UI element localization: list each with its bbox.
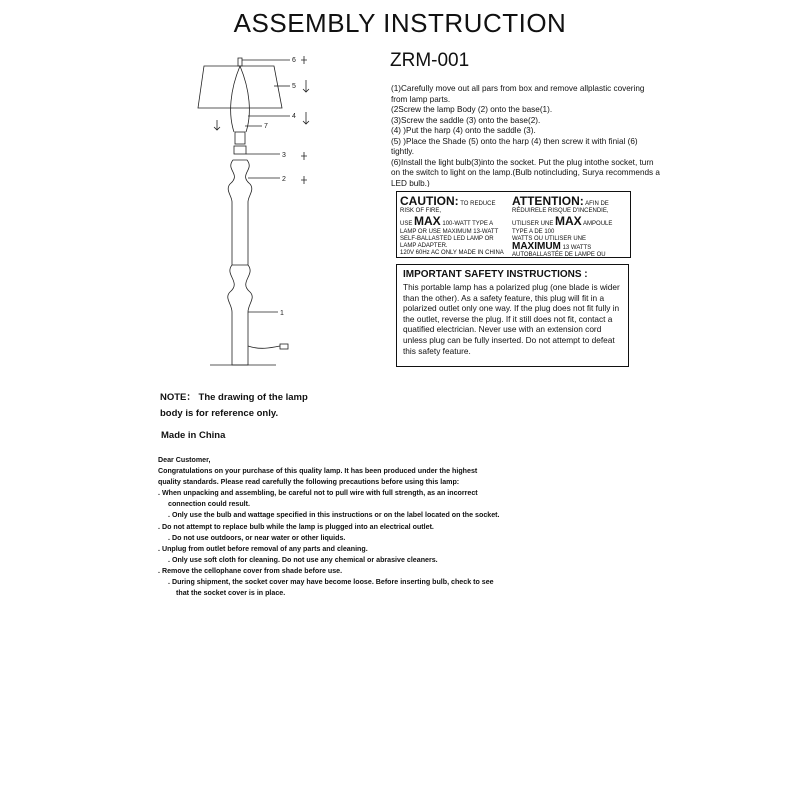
step-item: (2Screw the lamp Body (2) onto the base(1). <box>391 105 553 114</box>
safety-instructions-box <box>396 264 629 367</box>
letter-greeting: Dear Customer, <box>158 456 211 464</box>
callout-2: 2 <box>282 176 286 183</box>
callout-1: 1 <box>280 310 284 317</box>
step-item: (1)Carefully move out all pars from box and remove allplastic covering from lamp parts. <box>391 84 645 104</box>
callout-5: 5 <box>292 83 296 90</box>
finial-part <box>238 58 242 66</box>
lamp-assembly-diagram <box>190 50 330 370</box>
callout-3: 3 <box>282 152 286 159</box>
document-title: ASSEMBLY INSTRUCTION <box>233 8 567 38</box>
precaution-item: connection could result. <box>168 500 250 509</box>
letter-intro: Congratulations on your purchase of this quality lamp. It has been produced under the highest <box>158 467 478 476</box>
step-item: (6)Install the light bulb(3)into the socket. Put the plug intothe socket, turn on the switch to light on the lamp.(Bulb notincluding, Surya recommends a LED bulb.) <box>391 157 660 187</box>
assembly-steps <box>391 84 661 187</box>
model-number: ZRM-001 <box>390 50 470 71</box>
power-cord <box>248 346 280 348</box>
safety-heading: IMPORTANT SAFETY INSTRUCTIONS : <box>403 269 588 280</box>
callout-7: 7 <box>264 123 268 130</box>
lamp-body-lower <box>228 265 252 365</box>
precaution-item: . Remove the cellophane cover from shade before use. <box>158 566 343 575</box>
letter-intro: quality standards. Please read carefully the following precautions before using this lamp: <box>158 478 460 487</box>
safety-body: This portable lamp has a polarized plug (one blade is wider than the other). As a safety feature, this plug will fit in a polarized outlet only one way. If the plug does not fit fully in the outlet, reverse the plug. If it still does not fit, contact a quatified electrician. Never use with an extension cord unless plug can be fully inserted. Do not attempt to defeat this safety feature. <box>403 282 620 356</box>
step-item: (4) )Put the harp (4) onto the saddle (3). <box>391 126 536 135</box>
lamp-body-upper <box>228 160 252 265</box>
callout-6: 6 <box>292 57 296 64</box>
plug-part <box>280 344 288 349</box>
precaution-item: . When unpacking and assembling, be careful not to pull wire with full strength, as an incorrect <box>158 489 478 498</box>
precaution-item: that the socket cover is in place. <box>176 589 286 598</box>
drawing-note: NOTE： The drawing of the lamp body is for reference only. <box>160 392 308 419</box>
step-item: (5) )Place the Shade (5) onto the harp (4) then screw it with finial (6) tightly. <box>391 136 638 156</box>
caution-french: ATTENTION: AFIN DE RÉDUIRELE RISQUE D'INCENDIE, UTILISER UNE MAX AMPOULE TYPE A DE 100 WATTS OU UTILISER UNE MAXIMUM 13 WATTS AUTOBALLASTÉE DE LAMPE OU <box>512 194 613 258</box>
caution-label <box>396 191 631 258</box>
saddle-part <box>234 146 246 154</box>
precaution-item: . Do not attempt to replace bulb while the lamp is plugged into an electrical outlet. <box>158 522 434 531</box>
step-item: (3)Screw the saddle (3) onto the base(2). <box>391 115 541 125</box>
precaution-item: . During shipment, the socket cover may have become loose. Before inserting bulb, check to see <box>168 578 494 587</box>
made-in-label: Made in China <box>161 430 226 441</box>
callout-4: 4 <box>292 113 296 120</box>
socket-part <box>235 132 245 144</box>
precaution-item: . Only use the bulb and wattage specified in this instructions or on the label located on the socket. <box>168 511 500 520</box>
precaution-item: . Do not use outdoors, or near water or other liquids. <box>168 533 346 542</box>
precaution-item: . Only use soft cloth for cleaning. Do not use any chemical or abrasive cleaners. <box>168 555 438 564</box>
lamp-shade <box>198 66 282 108</box>
caution-english: CAUTION: TO REDUCE RISK OF FIRE, USE MAX 100-WATT TYPE A LAMP OR USE MAXIMUM 13-WATT SELF-BALLASTED LED LAMP OR LAMP ADAPTER. 120V 60Hz AC ONLY MADE IN CHINA <box>400 194 504 257</box>
customer-letter <box>158 455 548 599</box>
precaution-item: . Unplug from outlet before removal of any parts and cleaning. <box>158 544 368 553</box>
